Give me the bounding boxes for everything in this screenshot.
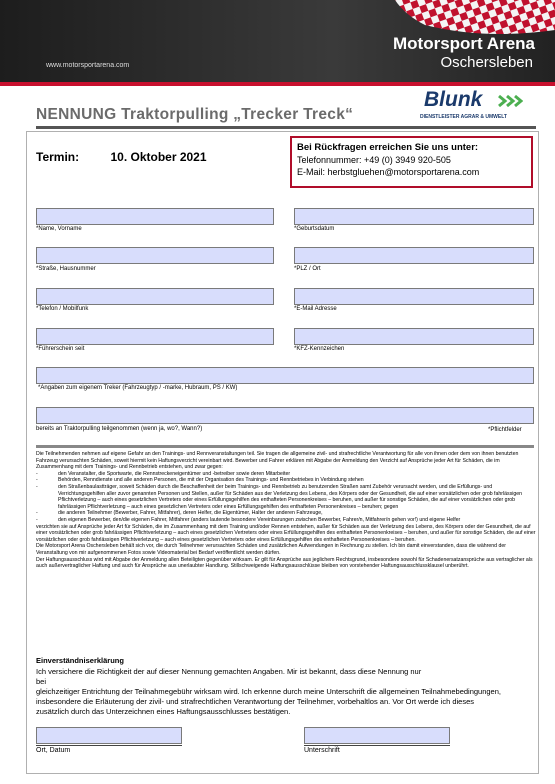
- header-stripe: [0, 82, 555, 86]
- sponsor-logo: Blunk: [424, 88, 483, 111]
- sponsor-tagline: DIENSTLEISTER AGRAR & UMWELT: [420, 114, 507, 120]
- legal-item-text: die anderen Teilnehmer (Bewerber, Fahrer, Mitfahrer), deren Helfer, die Eigentümer, Halter der anderen Fahrzeuge,: [58, 510, 323, 517]
- legal-item: - den eigenen Bewerber, den/die eigenen Fahrer, Mitfahrer (anders lautende besondere Vereinbarungen zwischen Bewerber, Fahrer/n, Mitfahrer/n gehen vor!) und eigene Helfer: [36, 516, 461, 523]
- previous-participation-label: bereits an Traktorpulling teilgenommen (wenn ja, wo?, Wann?): [36, 426, 203, 432]
- plate-label: *KFZ-Kennzeichen: [294, 346, 345, 352]
- consent-line-2: bei: [36, 677, 47, 686]
- place-date-line: [36, 745, 182, 746]
- legal-item-text: den Straßenbaulastträger, soweit Schäden durch die Beschaffenheit der beim Trainings- und Rennbetrieb zu benutzenden Straßen samt Zubehör verursacht werden, und die Erfüllungs- und Verrichtungsgehilfen aller zuvor genannten Personen und Stellen, außer für Schäden aus der Verletzung des Lebens, des Körpers oder der Gesundheit, die auf einer vorsätzlichen oder grob fahrlässigen Pflichtverletzung – auch eines gesetzlichen Vertreters oder eines Erfüllungsgehilfen des enthafteten Personenkreises – beruhen, und außer für sonstige Schäden, die auf einer vorsätzlichen oder grob fahrlässigen Pflichtverletzung – auch eines gesetzlichen Vertreters oder eines Erfüllungsgehilfen des enthafteten Personenkreises – beruhen; gegen: [58, 483, 522, 510]
- brand-location: Oschersleben: [440, 54, 533, 71]
- tractor-details-label: *Angaben zum eigenem Treker (Fahrzeugtyp / -marke, Hubraum, PS / KW): [38, 385, 238, 391]
- signature-line: [304, 745, 450, 746]
- section-divider: [36, 445, 534, 448]
- signature-label: Unterschrift: [304, 747, 340, 754]
- consent-line-3: gleichzeitiger Entrichtung der Teilnahmegebühr wirksam wird. Ich erkenne durch meine Unterschrift die allgemeinen Teilnahmebedingungen, insbesondere die Erläuterung der zivil- und strafrechtlichen Verantwortung der Teilnehmer, vorbehaltlos an. Vor Ort werde ich dieses zusätzlich durch das Unterzeichnen eines Haftungsausschlusses bestätigen.: [36, 687, 501, 716]
- consent-line-1: Ich versichere die Richtigkeit der auf dieser Nennung gemachten Angaben. Mir ist bekannt, dass diese Nennung nur: [36, 667, 422, 676]
- phone-field[interactable]: [36, 288, 274, 305]
- consent-heading: Einverständniserklärung: [36, 656, 124, 665]
- street-label: *Straße, Hausnummer: [36, 266, 96, 272]
- place-date-field[interactable]: [36, 727, 182, 744]
- street-field[interactable]: [36, 247, 274, 264]
- signature-field[interactable]: [304, 727, 450, 744]
- name-label: *Name, Vorname: [36, 226, 82, 232]
- termin-label: Termin:: [36, 150, 80, 164]
- legal-item-text: Behörden, Renndienste und alle anderen Personen, die mit der Organisation des Trainings- und Rennbetriebes in Verbindung stehen: [58, 477, 364, 484]
- legal-item: - Behörden, Renndienste und alle anderen Personen, die mit der Organisation des Trainings- und Rennbetriebes in Verbindung stehen: [36, 477, 364, 484]
- page-title: NENNUNG Traktorpulling „Trecker Treck“: [36, 106, 354, 123]
- legal-item: - die anderen Teilnehmer (Bewerber, Fahrer, Mitfahrer), deren Helfer, die Eigentümer, Halter der anderen Fahrzeuge,: [36, 510, 323, 517]
- legal-item-text: den eigenen Bewerber, den/die eigenen Fahrer, Mitfahrer (anders lautende besondere Vereinbarungen zwischen Bewerber, Fahrer/n, Mitfahrer/n gehen vor!) und eigene Helfer: [58, 516, 461, 523]
- termin-date: 10. Oktober 2021: [110, 150, 207, 164]
- plate-field[interactable]: [294, 328, 534, 345]
- legal-para-3: Die Motorsport Arena Oschersleben behält sich vor, die durch Teilnehmer verursachten Schäden und zusätzlichen Aufwendungen in Rechnung zu stellen. Ich bin damit einverstanden, dass die während der Veranstaltung von mir aufgenommenen Fotos sowie Videomaterial bei Bedarf veröffentlicht werden dürfen.: [36, 543, 506, 556]
- brand-name: Motorsport Arena: [393, 34, 535, 53]
- legal-para-2: verzichten sie auf Ansprüche jeder Art für Schäden, die im Zusammenhang mit dem Training und/oder Rennen entstehen, außer für Schäden aus der Verletzung des Lebens, des Körpers oder der Gesundheit, die auf einer vorsätzlichen oder grob fahrlässigen Pflichtverletzung – auch eines gesetzlichen Vertreters oder eines Erfüllungsgehilfen des enthafteten Personenkreises – beruhen, und außer für sonstige Schäden, die auf einer vorsätzlichen oder grob fahrlässigen Pflichtverletzung – auch eines gesetzlichen Vertreters oder eines Erfüllungsgehilfen des enthafteten Personenkreises – beruhen.: [36, 523, 536, 543]
- consent-text: [36, 667, 506, 717]
- tractor-details-field[interactable]: [36, 367, 534, 384]
- phone-label: *Telefon / Mobilfunk: [36, 306, 89, 312]
- legal-item: - den Straßenbaulastträger, soweit Schäden durch die Beschaffenheit der beim Trainings- und Rennbetrieb zu benutzenden Straßen samt Zubehör verursacht werden, und die Erfüllungs- und Verrichtungsgehilfen aller zuvor genannten Personen und Stellen, außer für Schäden aus der Verletzung des Lebens, des Körpers oder der Gesundheit, die auf einer vorsätzlichen oder grob fahrlässigen Pflichtverletzung – auch eines gesetzlichen Vertreters oder eines Erfüllungsgehilfen des enthafteten Personenkreises – beruhen, und außer für sonstige Schäden, die auf einer vorsätzlichen oder grob fahrlässigen Pflichtverletzung – auch eines gesetzlichen Vertreters oder eines Erfüllungsgehilfen des enthafteten Personenkreises – beruhen; gegen: [36, 483, 522, 510]
- birthdate-field[interactable]: [294, 208, 534, 225]
- required-note: *Pflichtfelder: [488, 427, 522, 433]
- email-label: *E-Mail Adresse: [294, 306, 337, 312]
- event-date: [36, 150, 207, 164]
- place-date-label: Ort, Datum: [36, 747, 71, 754]
- contact-box: [290, 136, 533, 188]
- header-banner: [0, 0, 555, 82]
- legal-item: - den Veranstalter, die Sportwarte, die Rennstreckeneigentümer und -betreiber sowie deren Mitarbeiter: [36, 470, 291, 477]
- contact-phone: Telefonnummer: +49 (0) 3949 920-505: [297, 155, 451, 165]
- email-field[interactable]: [294, 288, 534, 305]
- contact-heading: Bei Rückfragen erreichen Sie uns unter:: [297, 142, 479, 153]
- name-field[interactable]: [36, 208, 274, 225]
- legal-item-text: den Veranstalter, die Sportwarte, die Rennstreckeneigentümer und -betreiber sowie deren Mitarbeiter: [58, 470, 291, 477]
- previous-participation-field[interactable]: [36, 407, 534, 424]
- legal-intro: Die Teilnehmenden nehmen auf eigene Gefahr an den Trainings- und Rennveranstaltungen teil. Sie tragen die allgemeine zivil- und strafrechtliche Verantwortung für alle von ihnen oder dem von ihnen benutzten Fahrzeug verursachten Schäden, soweit hiermit kein Haftungsverzicht vereinbart wird. Bewerber und Fahrer erklären mit Abgabe der Anmeldung den Verzicht auf Ansprüche jeder Art für Schäden, die im Zusammenhang mit dem Trainings- und Rennbetrieb entstehen, und zwar gegen:: [36, 451, 519, 471]
- website-url: www.motorsportarena.com: [46, 62, 130, 69]
- plz-label: *PLZ / Ort: [294, 266, 321, 272]
- liability-text: [36, 451, 536, 570]
- chevron-right-icon: [497, 94, 523, 108]
- plz-field[interactable]: [294, 247, 534, 264]
- license-field[interactable]: [36, 328, 274, 345]
- license-label: *Führerschein seit: [36, 346, 85, 352]
- contact-email: E-Mail: herbstgluehen@motorsportarena.com: [297, 167, 480, 177]
- birthdate-label: *Geburtsdatum: [294, 226, 335, 232]
- title-divider: [36, 126, 536, 129]
- legal-para-4: Der Haftungsausschluss wird mit Abgabe der Anmeldung allen Beteiligten gegenüber wirksam. Er gilt für Ansprüche aus jeglichem Rechtsgrund, insbesondere sowohl für Schadenersatzansprüche aus vertraglicher als auch außervertraglicher Haftung und auch für Ansprüche aus unerlaubter Handlung. Stillschweigende Haftungsausschlüsse bleiben von vorstehender Haftungsausschlussklausel unberührt.: [36, 556, 533, 570]
